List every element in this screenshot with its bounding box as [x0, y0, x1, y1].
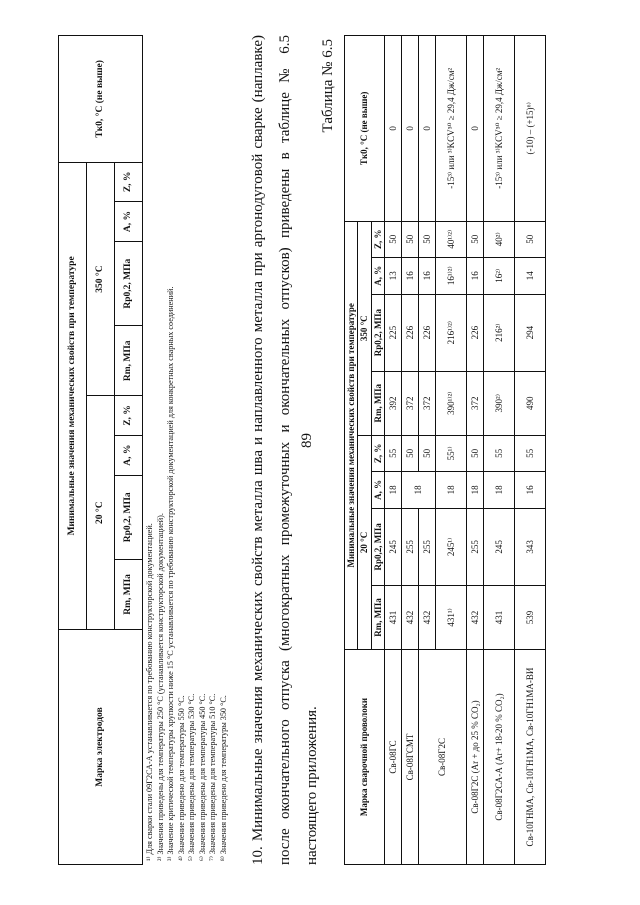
value-cell: 16	[419, 257, 436, 294]
t1-tk-header: Tк0, °С (не выше)	[59, 36, 143, 163]
note: ⁸⁾ Значения приведено для температуры 350 °С.	[218, 695, 228, 861]
value-cell: 390¹⁾²⁾	[436, 371, 467, 435]
value-cell: 255	[402, 508, 419, 585]
t2-col-rp-20: Rp0,2, МПа	[371, 508, 384, 585]
note: ³⁾ Значение критической температуры хрупкости ниже 15 °С устанавливается по требованию конструкторской документацией для конкретных сварных соединений.	[166, 286, 175, 861]
t2-col-a-350: A, %	[371, 257, 384, 294]
value-cell: 13	[385, 257, 402, 294]
table-1-notes	[145, 35, 229, 861]
value-cell: 490	[515, 371, 546, 435]
value-cell: 16	[467, 257, 484, 294]
value-cell: 16	[515, 471, 546, 508]
value-cell: 50	[419, 221, 436, 257]
t2-col-z-350: Z, %	[371, 221, 384, 257]
t1-col-rp-20: Rp0,2, МПа	[115, 475, 143, 559]
grade-label: Св-08Г2С	[437, 738, 448, 776]
value-cell: -15³⁾ или ³⁾KCV⁵⁰ ≥ 29,4 Дж/см²	[436, 36, 467, 222]
value-cell: 18	[484, 471, 515, 508]
value-cell: 18	[436, 471, 467, 508]
value-cell: 432	[402, 585, 419, 649]
page-number: 89	[299, 433, 315, 448]
t2-col-rm-20: Rm, МПа	[371, 585, 384, 649]
note: ⁶⁾ Значения приведены для температуры 450 °С.	[197, 693, 207, 861]
value-cell: 18	[385, 471, 402, 508]
value-cell: 372	[467, 371, 484, 435]
value-cell: 14	[515, 257, 546, 294]
value-cell: 255	[467, 508, 484, 585]
value-cell: 431¹⁾	[436, 585, 467, 649]
table-row	[515, 36, 546, 865]
paragraph-10: 10. Минимальные значения механических свойств металла шва и наплавленного металла при аргонодуговой сварке (наплавке) после окончательного отпуска (многократных промежуточных и окончательных отпусков) приведены в таблице № 6.5 настоящего приложения.	[250, 35, 320, 865]
t2-col-rp-350: Rp0,2, МПа	[371, 294, 384, 371]
t1-col-rp-350: Rp0,2, МПа	[115, 242, 143, 326]
value-cell: 18	[467, 471, 484, 508]
table-1	[58, 35, 143, 865]
value-cell: 372	[419, 371, 436, 435]
value-cell: 16²⁾	[484, 257, 515, 294]
value-cell: 55	[515, 435, 546, 471]
value-cell: 50	[385, 221, 402, 257]
grade-cell: Св-08ГС	[385, 650, 402, 865]
t1-temp-20: 20 °С	[87, 396, 115, 630]
value-cell: 432	[467, 585, 484, 649]
note: ⁴⁾ Значение приведено для температуры 550 °С.	[176, 695, 186, 861]
value-cell: 245	[385, 508, 402, 585]
value-cell: 50	[402, 435, 419, 471]
value-cell: (-10) – (+15)⁶⁾	[515, 36, 546, 222]
table-row	[419, 36, 436, 865]
table-6-5	[344, 35, 546, 865]
value-cell: 18	[402, 471, 436, 508]
value-cell: 372	[402, 371, 419, 435]
value-cell: 226	[419, 294, 436, 371]
grade-cell: Св-08ГСМТ	[402, 650, 419, 865]
value-cell: 226	[402, 294, 419, 371]
value-cell: 50	[402, 221, 419, 257]
t1-col-rm-350: Rm, МПа	[115, 326, 143, 396]
value-cell: 245¹⁾	[436, 508, 467, 585]
value-cell: 40¹⁾²⁾	[436, 221, 467, 257]
t1-col-rm-20: Rm, МПа	[115, 559, 143, 629]
value-cell: 392	[385, 371, 402, 435]
table-row	[385, 36, 402, 865]
value-cell: 294	[515, 294, 546, 371]
value-cell: -15³⁾ или ³⁾KCV⁵⁰ ≥ 29,4 Дж/см²	[484, 36, 515, 222]
t2-tk-header: Tк0, °С (не выше)	[345, 36, 385, 222]
t2-temp-350: 350 °С	[358, 221, 371, 435]
value-cell: 55	[385, 435, 402, 471]
value-cell: 55	[484, 435, 515, 471]
value-cell: 432	[419, 585, 436, 649]
value-cell: 50	[419, 435, 436, 471]
grade-cell: Св-08Г2СА-А (Ar+ 18-20 % CO₂)	[484, 650, 515, 865]
value-cell: 216²⁾	[484, 294, 515, 371]
value-cell: 40²⁾	[484, 221, 515, 257]
value-cell: 16¹⁾²⁾	[436, 257, 467, 294]
t1-col-a-350: A, %	[115, 202, 143, 242]
note: ¹⁾ Для сварки стали 09Г2СА-А устанавливается по требованию конструкторской документацией.	[145, 523, 154, 861]
table-6-5-caption: Таблица № 6.5	[320, 39, 336, 133]
note: ⁵⁾ Значения приведены для температуры 530 °С.	[187, 693, 196, 861]
t1-col-z-20: Z, %	[115, 396, 143, 435]
paragraph-block	[245, 35, 325, 865]
value-cell: 390²⁾	[484, 371, 515, 435]
value-cell: 431	[484, 585, 515, 649]
value-cell: 0	[385, 36, 402, 222]
value-cell: 255	[419, 508, 436, 585]
t1-group-header: Минимальные значения механических свойств при температуре	[59, 162, 87, 629]
value-cell: 50	[515, 221, 546, 257]
value-cell: 431	[385, 585, 402, 649]
value-cell: 225	[385, 294, 402, 371]
t1-col-z-350: Z, %	[115, 162, 143, 201]
t2-grade-header: Марка сварочной проволоки	[345, 650, 385, 865]
table-row	[467, 36, 484, 865]
table-row	[402, 36, 419, 865]
table-row	[484, 36, 515, 865]
t1-temp-350: 350 °С	[87, 162, 115, 396]
value-cell: 216¹⁾²⁾	[436, 294, 467, 371]
note: ⁷⁾ Значения приведены для температуры 510 °С.	[208, 693, 217, 861]
grade-cell: Св-08Г2С (Ar + до 25 % CO₂)	[467, 650, 484, 865]
t1-grade-header: Марка электродов	[59, 630, 143, 865]
value-cell: 50	[467, 435, 484, 471]
t1-col-a-20: A, %	[115, 435, 143, 475]
value-cell: 0	[402, 36, 419, 222]
t2-temp-20: 20 °С	[358, 435, 371, 649]
table-1-block	[58, 35, 233, 865]
value-cell: 50	[467, 221, 484, 257]
value-cell: 343	[515, 508, 546, 585]
t2-col-z-20: Z, %	[371, 435, 384, 471]
value-cell: 245	[484, 508, 515, 585]
table-6-5-block	[320, 35, 570, 865]
value-cell: 16	[402, 257, 419, 294]
t2-group-header: Минимальные значения механических свойств при температуре	[345, 221, 358, 649]
note: ²⁾ Значения приведены для температуры 250 °С (устанавливается конструкторской документацией).	[155, 513, 165, 861]
value-cell: 0	[419, 36, 436, 222]
grade-cell: Св-10ГНМА, Св-10ГН1МА, Св-10ГН1МА-ВИ	[515, 650, 546, 865]
t2-col-a-20: A, %	[371, 471, 384, 508]
value-cell: 539	[515, 585, 546, 649]
value-cell: 0	[467, 36, 484, 222]
t2-col-rm-350: Rm, МПа	[371, 371, 384, 435]
value-cell: 55¹⁾	[436, 435, 467, 471]
value-cell: 226	[467, 294, 484, 371]
grade-cell	[419, 650, 467, 865]
